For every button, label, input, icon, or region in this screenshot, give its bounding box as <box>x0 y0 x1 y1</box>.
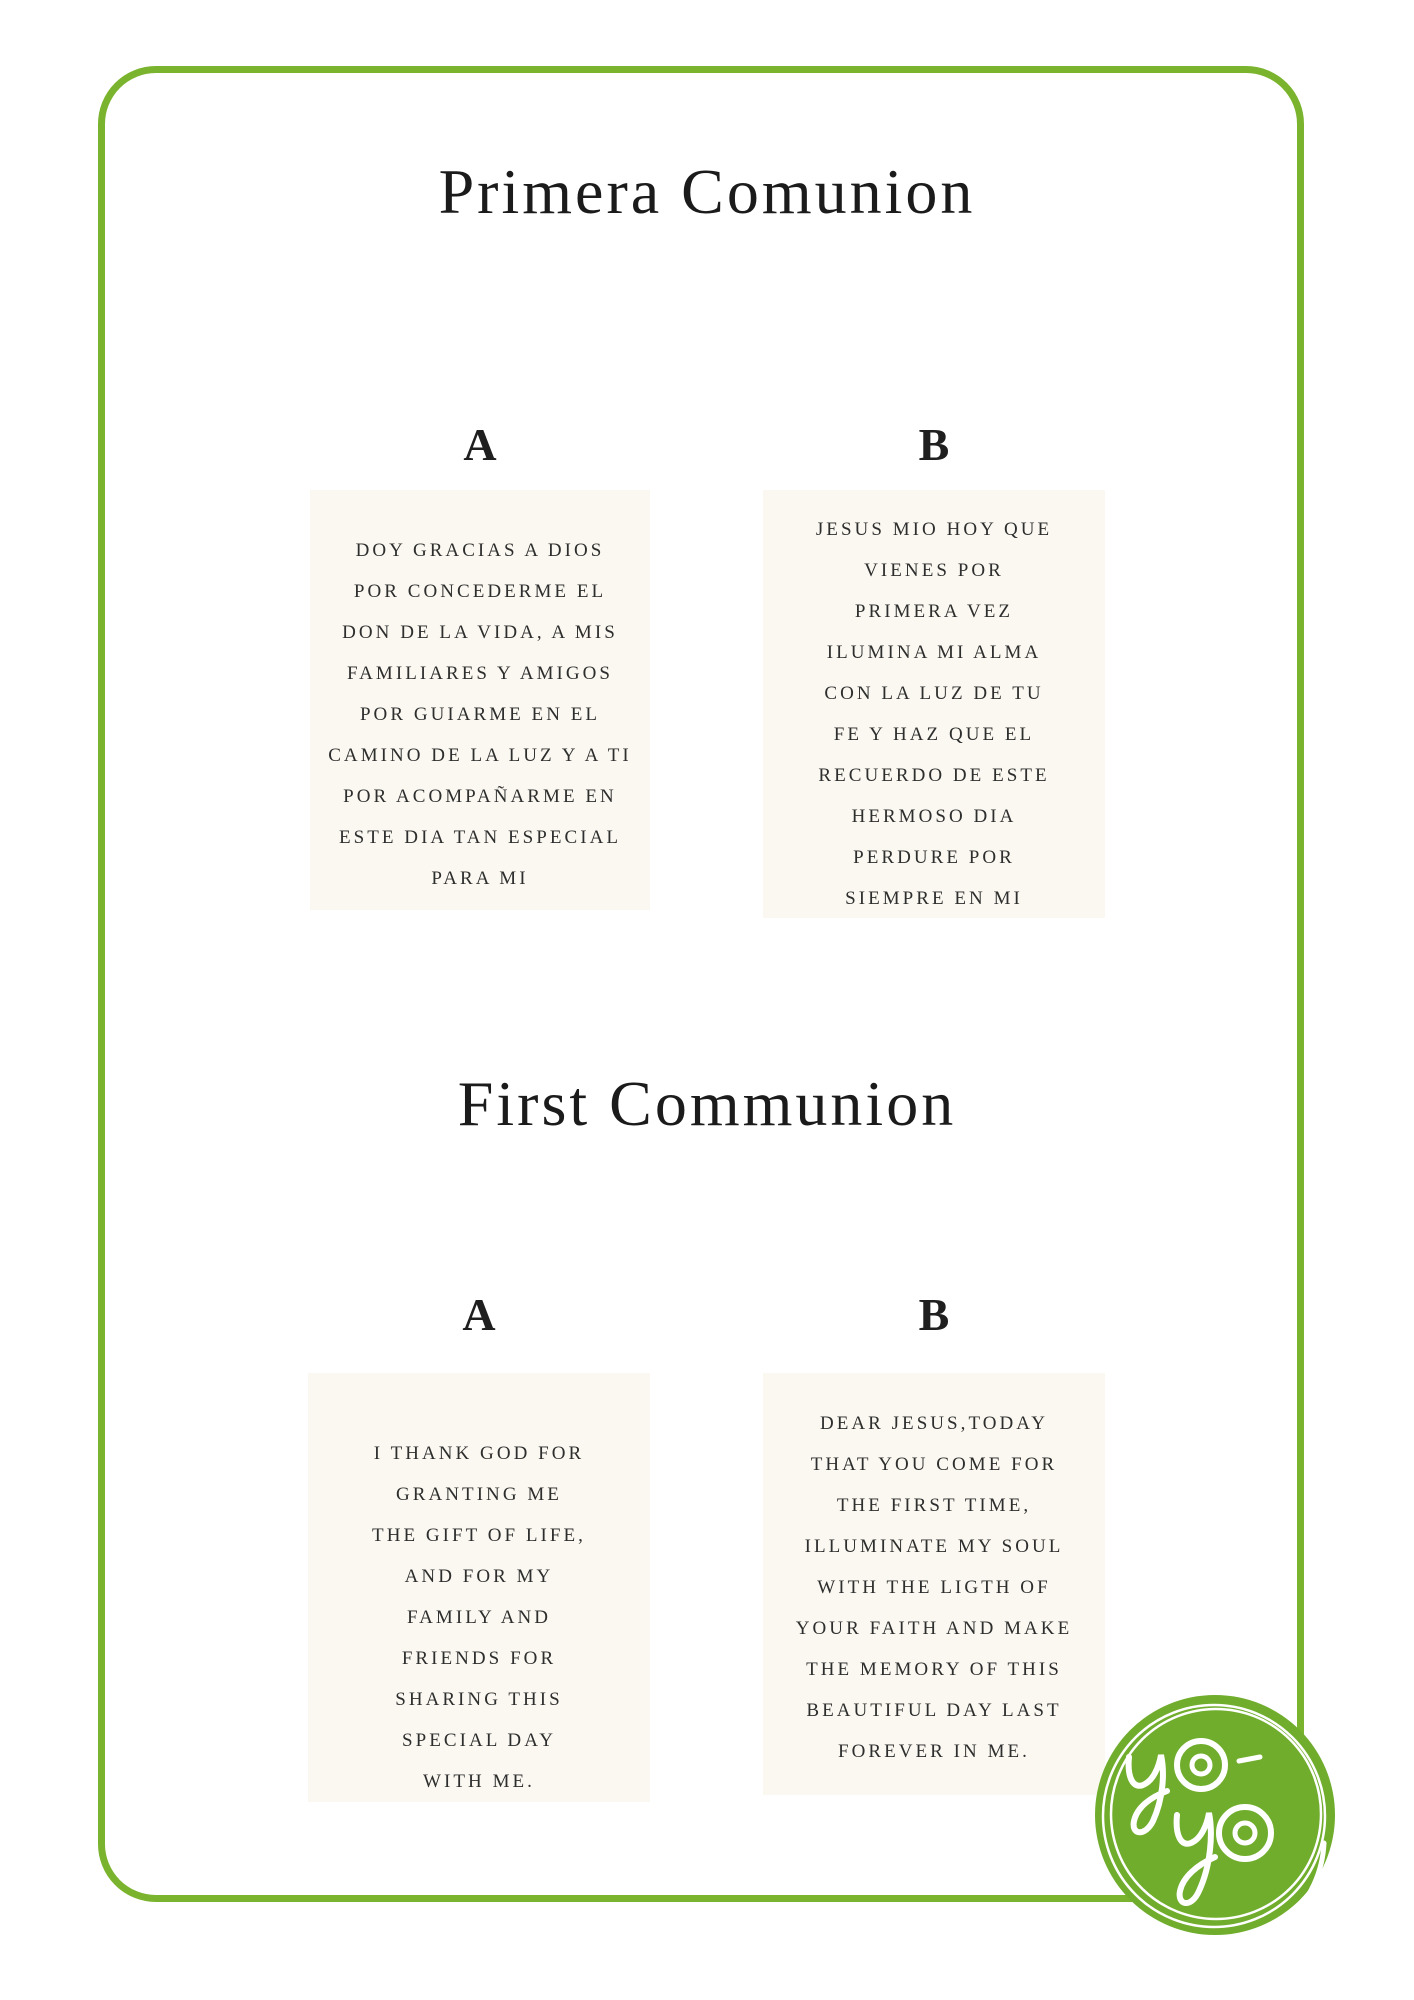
prayer-line: THE GIFT OF LIFE, <box>372 1525 586 1546</box>
prayer-box-english-b <box>763 1373 1105 1795</box>
prayer-line: WITH THE LIGTH OF <box>817 1576 1051 1598</box>
prayer-line: JESUS MIO HOY QUE <box>815 519 1053 540</box>
prayer-line: DOY GRACIAS A DIOS <box>355 539 605 561</box>
column-label-a-spanish: A <box>463 419 497 470</box>
column-label-b-spanish: B <box>918 419 950 470</box>
prayer-line: FE Y HAZ QUE EL <box>833 724 1035 745</box>
prayer-line: PRIMERA VEZ <box>854 601 1014 622</box>
prayer-line: PERDURE POR <box>853 847 1015 868</box>
prayer-line: VIENES POR <box>864 560 1004 581</box>
prayer-line: HERMOSO DIA <box>851 806 1017 827</box>
prayer-line: ILUMINA MI ALMA <box>826 642 1042 663</box>
prayer-box-spanish-b <box>763 490 1105 918</box>
section-title-english: First Communion <box>457 1068 957 1139</box>
prayer-line: FRIENDS FOR <box>401 1648 557 1669</box>
prayer-line: POR CONCEDERME EL <box>353 580 607 602</box>
prayer-line: WITH ME. <box>423 1771 535 1792</box>
prayer-line: THE MEMORY OF THIS <box>806 1658 1062 1680</box>
prayer-line: ILLUMINATE MY SOUL <box>804 1535 1064 1557</box>
prayer-line: SIEMPRE EN MI <box>845 888 1023 909</box>
prayer-line: FAMILIARES Y AMIGOS <box>346 662 614 684</box>
prayer-line: I THANK GOD FOR <box>373 1443 585 1464</box>
prayer-line: SPECIAL DAY <box>402 1730 556 1751</box>
prayer-line: ESTE DIA TAN ESPECIAL <box>338 826 622 848</box>
prayer-line: THE FIRST TIME, <box>836 1494 1032 1516</box>
prayer-line: YOUR FAITH AND MAKE <box>795 1617 1073 1639</box>
logo-circle <box>1095 1695 1335 1935</box>
section-title-spanish: Primera Comunion <box>438 156 976 227</box>
prayer-line: GRANTING ME <box>396 1484 562 1505</box>
prayer-line: BEAUTIFUL DAY LAST <box>806 1699 1062 1721</box>
prayer-box-spanish-a <box>310 490 650 910</box>
column-label-b-english: B <box>918 1289 950 1340</box>
prayer-line: POR GUIARME EN EL <box>359 703 601 725</box>
prayer-line: DON DE LA VIDA, A MIS <box>342 621 618 643</box>
prayer-line: RECUERDO DE ESTE <box>818 765 1050 786</box>
prayer-line: SHARING THIS <box>395 1689 563 1710</box>
prayer-box-english-a <box>308 1373 650 1802</box>
prayer-line: POR ACOMPAÑARME EN <box>343 785 617 807</box>
prayer-line: FAMILY AND <box>406 1607 552 1628</box>
prayer-line: THAT YOU COME FOR <box>810 1453 1058 1475</box>
prayer-line: CAMINO DE LA LUZ Y A TI <box>328 744 632 766</box>
yoyo-logo <box>1093 1693 1337 1937</box>
prayer-line: AND FOR MY <box>404 1566 554 1587</box>
prayer-line: DEAR JESUS,TODAY <box>819 1412 1049 1434</box>
prayer-line: PARA MI <box>431 867 529 889</box>
prayer-line: FOREVER IN ME. <box>838 1740 1030 1762</box>
prayer-line: CON LA LUZ DE TU <box>824 683 1044 704</box>
page-border-frame <box>98 66 1304 1902</box>
column-label-a-english: A <box>462 1289 496 1340</box>
